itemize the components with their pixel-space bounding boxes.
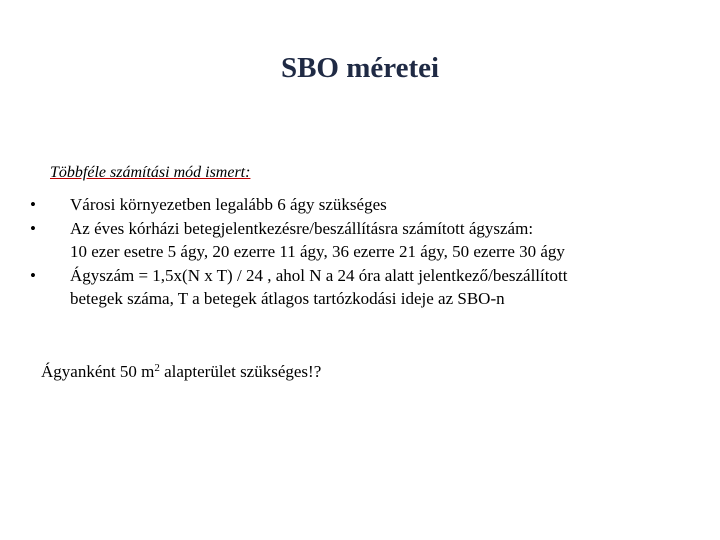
footer-text-before: Ágyanként 50 m	[41, 362, 155, 381]
footer-note	[41, 360, 321, 383]
bullet-text: Az éves kórházi betegjelentkezésre/beszállításra számított ágyszám:	[70, 219, 534, 238]
slide-subtitle: Többféle számítási mód ismert:	[50, 164, 251, 181]
footer-text-after: alapterület szükséges!?	[159, 362, 322, 381]
bullet-item	[30, 193, 680, 216]
bullet-text-continued: 10 ezer esetre 5 ágy, 20 ezerre 11 ágy, 36 ezerre 21 ágy, 50 ezerre 30 ágy	[70, 242, 565, 261]
bullet-text: Városi környezetben legalább 6 ágy szükséges	[70, 195, 387, 214]
bullet-dot-icon: •	[30, 266, 36, 285]
slide-title: SBO méretei	[280, 52, 440, 84]
footer-superscript: 2	[154, 362, 160, 374]
bullet-list	[30, 193, 680, 311]
bullet-text: Ágyszám = 1,5x(N x T) / 24 , ahol N a 24 óra alatt jelentkező/beszállított	[70, 266, 568, 285]
bullet-item	[30, 264, 680, 310]
bullet-item	[30, 217, 680, 263]
bullet-dot-icon: •	[30, 219, 36, 238]
bullet-dot-icon: •	[30, 195, 36, 214]
bullet-text-continued: betegek száma, T a betegek átlagos tartózkodási ideje az SBO-n	[70, 289, 505, 308]
